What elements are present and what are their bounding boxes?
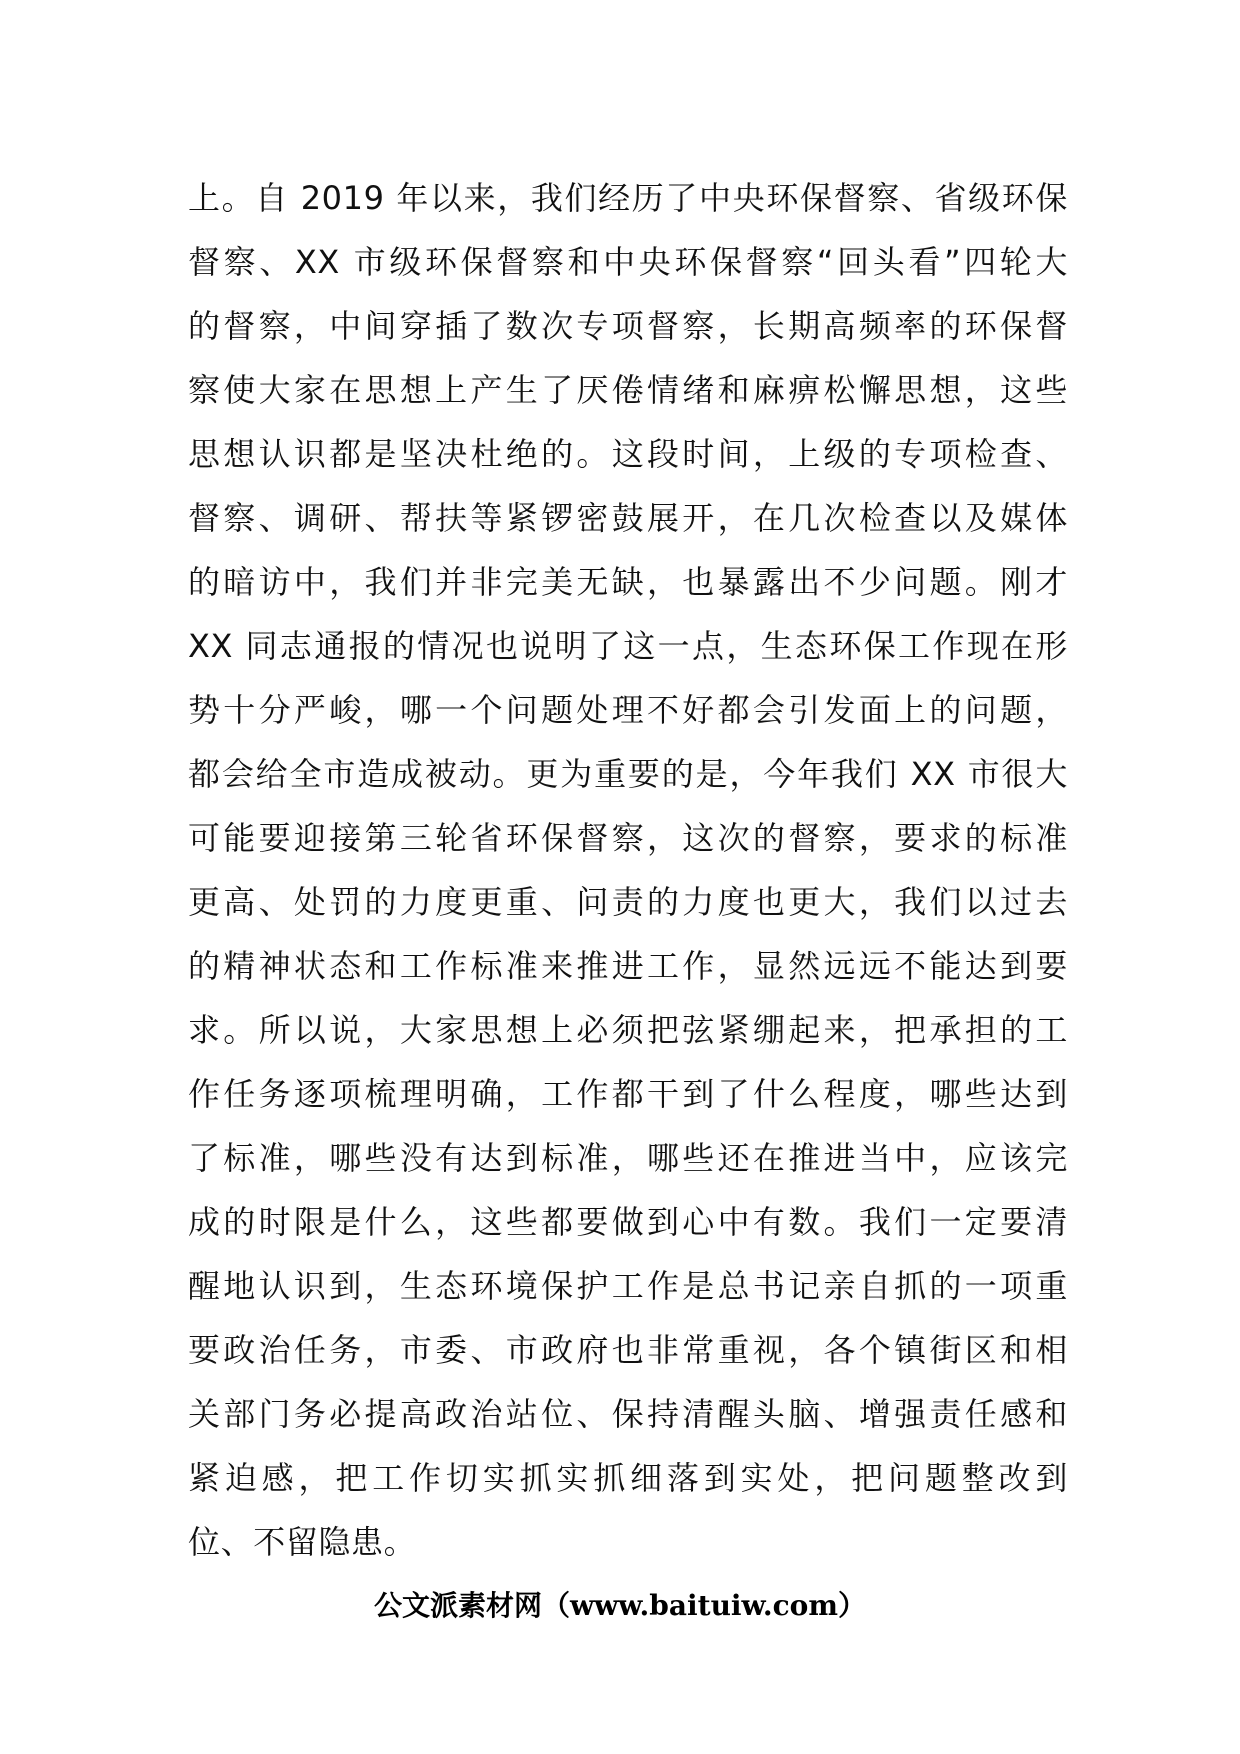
text-line: 督察、调研、帮扶等紧锣密鼓展开，在几次检查以及媒体 bbox=[188, 499, 1068, 537]
text-line: 上。自 2019 年以来，我们经历了中央环保督察、省级环保 bbox=[188, 179, 1068, 217]
text-line: 察使大家在思想上产生了厌倦情绪和麻痹松懈思想，这些 bbox=[188, 371, 1068, 409]
text-line: 成的时限是什么，这些都要做到心中有数。我们一定要清 bbox=[188, 1203, 1068, 1241]
text-line: 了标准，哪些没有达到标准，哪些还在推进当中，应该完 bbox=[188, 1139, 1068, 1177]
text-line: 督察、XX 市级环保督察和中央环保督察“回头看”四轮大 bbox=[188, 243, 1068, 281]
text-line: 紧迫感，把工作切实抓实抓细落到实处，把问题整改到 bbox=[188, 1459, 1068, 1497]
footer-source: 公文派素材网（www.baituiw.com） bbox=[374, 1589, 866, 1622]
text-line: 作任务逐项梳理明确，工作都干到了什么程度，哪些达到 bbox=[188, 1075, 1068, 1113]
text-line: 势十分严峻，哪一个问题处理不好都会引发面上的问题， bbox=[188, 691, 1068, 729]
text-line: 的暗访中，我们并非完美无缺，也暴露出不少问题。刚才 bbox=[188, 563, 1068, 601]
text-line: XX 同志通报的情况也说明了这一点，生态环保工作现在形 bbox=[188, 627, 1068, 665]
text-line: 的精神状态和工作标准来推进工作，显然远远不能达到要 bbox=[188, 947, 1068, 985]
text-line: 醒地认识到，生态环境保护工作是总书记亲自抓的一项重 bbox=[188, 1267, 1068, 1305]
text-line: 求。所以说，大家思想上必须把弦紧绷起来，把承担的工 bbox=[188, 1011, 1068, 1049]
text-line: 可能要迎接第三轮省环保督察，这次的督察，要求的标准 bbox=[188, 819, 1068, 857]
text-line: 关部门务必提高政治站位、保持清醒头脑、增强责任感和 bbox=[188, 1395, 1068, 1433]
text-line: 的督察，中间穿插了数次专项督察，长期高频率的环保督 bbox=[188, 307, 1068, 345]
text-line: 更高、处罚的力度更重、问责的力度也更大，我们以过去 bbox=[188, 883, 1068, 921]
text-line: 都会给全市造成被动。更为重要的是，今年我们 XX 市很大 bbox=[188, 755, 1068, 793]
text-line: 要政治任务，市委、市政府也非常重视，各个镇街区和相 bbox=[188, 1331, 1068, 1369]
text-line-last: 位、不留隐患。 bbox=[188, 1523, 417, 1561]
text-line: 思想认识都是坚决杜绝的。这段时间，上级的专项检查、 bbox=[188, 435, 1068, 473]
body-paragraph bbox=[188, 166, 1068, 1574]
